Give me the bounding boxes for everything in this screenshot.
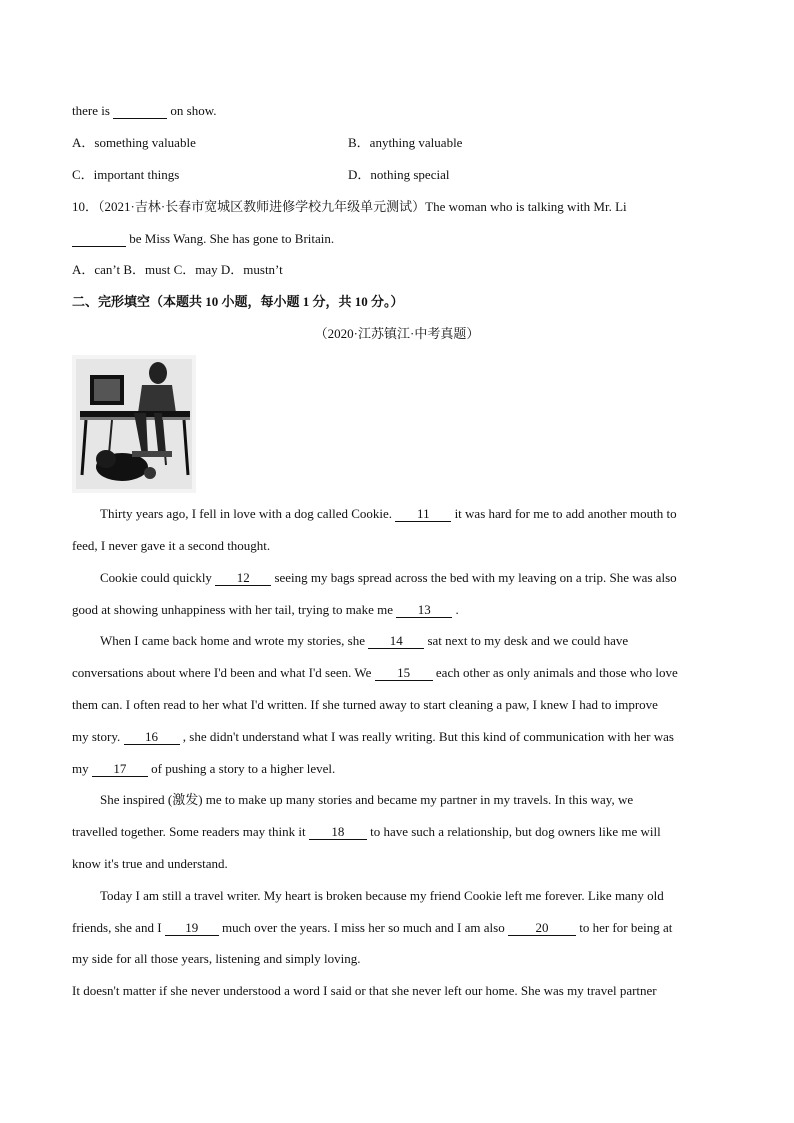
passage-line-11 [72, 823, 661, 841]
blank-16: 16 [124, 730, 180, 745]
q9-option-a: A．something valuable [72, 135, 196, 150]
blank-19: 19 [165, 921, 219, 936]
text: of pushing a story to a higher level. [147, 761, 336, 776]
text: good at showing unhappiness with her tail, trying to make me [72, 602, 397, 617]
text: seeing my bags spread across the bed with my leaving on a trip. She was also [271, 570, 677, 585]
q9-options-row1 [72, 134, 196, 152]
text: it was hard for me to add another mouth to [451, 506, 677, 521]
blank-15: 15 [375, 666, 433, 681]
passage-line-1 [100, 505, 677, 523]
blank [72, 232, 126, 247]
q9-tail-post: on show. [167, 103, 217, 118]
passage-line-4 [72, 601, 459, 619]
passage-line-13: Today I am still a travel writer. My heart is broken because my friend Cookie left me forever. Like many old [100, 888, 664, 903]
q9-option-b: B．anything valuable [348, 135, 463, 150]
text: my story. [72, 729, 124, 744]
passage-line-8 [72, 728, 674, 746]
text: friends, she and I [72, 920, 165, 935]
passage-line-12: know it's true and understand. [72, 856, 228, 871]
text: , she didn't understand what I was really writing. But this kind of communication with her was [179, 729, 674, 744]
blank-14: 14 [368, 634, 424, 649]
text: much over the years. I miss her so much and I am also [218, 920, 508, 935]
passage-line-7: them can. I often read to her what I'd written. If she turned away to start cleaning a paw, I knew I had to improve [72, 697, 658, 712]
text: sat next to my desk and we could have [424, 633, 629, 648]
q9-tail [72, 102, 217, 120]
passage-line-2: feed, I never gave it a second thought. [72, 538, 271, 553]
blank-11: 11 [395, 507, 451, 522]
passage-line-3 [100, 569, 677, 587]
text: conversations about where I'd been and what I'd seen. We [72, 665, 375, 680]
q10-options: A．can’t B．must C．may D．mustn’t [72, 262, 283, 277]
passage-line-5 [100, 632, 628, 650]
blank-18: 18 [309, 825, 367, 840]
text: each other as only animals and those who love [432, 665, 678, 680]
q9-option-c: C．important things [72, 167, 180, 182]
text: to her for being at [575, 920, 673, 935]
text: Thirty years ago, I fell in love with a dog called Cookie. [100, 506, 396, 521]
text: . [452, 602, 459, 617]
passage-line-16: It doesn't matter if she never understood a word I said or that she never left our home. She was my travel partner [72, 983, 657, 998]
passage-line-6 [72, 664, 678, 682]
text: my [72, 761, 92, 776]
q9-tail-pre: there is [72, 103, 114, 118]
passage-line-14 [72, 919, 672, 937]
q10-stem-line1: 10．（2021·吉林·长春市宽城区教师进修学校九年级单元测试）The woman who is talking with Mr. Li [72, 199, 627, 214]
passage-line-15: my side for all those years, listening and simply loving. [72, 951, 361, 966]
text: to have such a relationship, but dog owners like me will [366, 824, 661, 839]
q9-option-d: D．nothing special [348, 167, 450, 182]
blank-17: 17 [92, 762, 148, 777]
passage-photo [72, 355, 196, 493]
section-heading: 二、完形填空（本题共 10 小题，每小题 1 分，共 10 分。） [72, 294, 404, 309]
text: Cookie could quickly [100, 570, 216, 585]
blank-13: 13 [396, 603, 452, 618]
q10-stem-tail: be Miss Wang. She has gone to Britain. [126, 231, 335, 246]
q10-stem-line2 [72, 230, 334, 248]
passage-line-10: She inspired (激发) me to make up many stories and became my partner in my travels. In this way, we [100, 792, 634, 807]
blank-12: 12 [215, 571, 271, 586]
text: When I came back home and wrote my stories, she [100, 633, 369, 648]
blank-20: 20 [508, 921, 576, 936]
passage-line-9 [72, 760, 335, 778]
passage-source: （2020·江苏镇江·中考真题） [314, 326, 480, 341]
blank [113, 104, 167, 119]
text: travelled together. Some readers may think it [72, 824, 309, 839]
